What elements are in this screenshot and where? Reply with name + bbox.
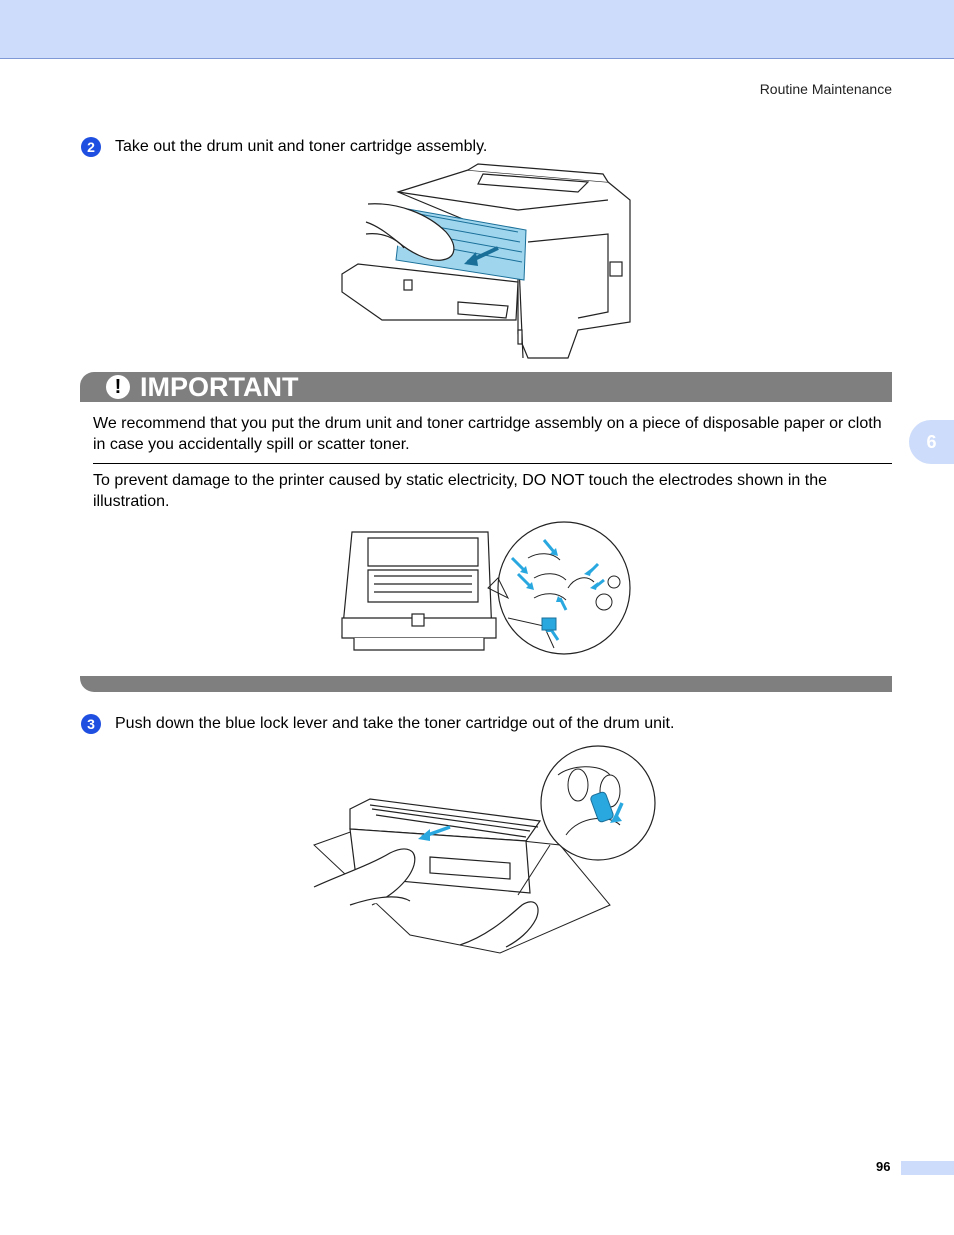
toner-cartridge-removal-illustration — [310, 745, 660, 957]
important-paragraph: We recommend that you put the drum unit and toner cartridge assembly on a piece of disposable paper or cloth in case you accidentally spill or scatter toner. — [93, 415, 882, 453]
important-footer-bar — [80, 676, 892, 692]
electrode-zoom-circle — [498, 522, 630, 654]
chapter-tab[interactable] — [909, 420, 954, 464]
printer-drum-removal-illustration — [338, 162, 634, 362]
step-instruction: Push down the blue lock lever and take the toner cartridge out of the drum unit. — [115, 715, 675, 732]
section-title: Routine Maintenance — [759, 81, 892, 97]
important-header-bar — [80, 372, 892, 402]
important-paragraph: To prevent damage to the printer caused by static electricity, DO NOT touch the electrodes shown in the illustration. — [93, 472, 827, 510]
important-label: IMPORTANT — [140, 372, 299, 402]
header-band — [0, 0, 954, 59]
page-number: 96 — [876, 1159, 891, 1174]
step-number-badge: 3 — [81, 714, 101, 734]
step-number-badge: 2 — [81, 137, 101, 157]
page-tab — [901, 1161, 954, 1175]
divider — [93, 463, 892, 464]
exclamation-icon: ! — [106, 375, 130, 399]
chapter-number: 6 — [926, 431, 937, 452]
printer-electrodes-illustration — [338, 518, 634, 660]
step-instruction: Take out the drum unit and toner cartridge assembly. — [115, 138, 488, 155]
